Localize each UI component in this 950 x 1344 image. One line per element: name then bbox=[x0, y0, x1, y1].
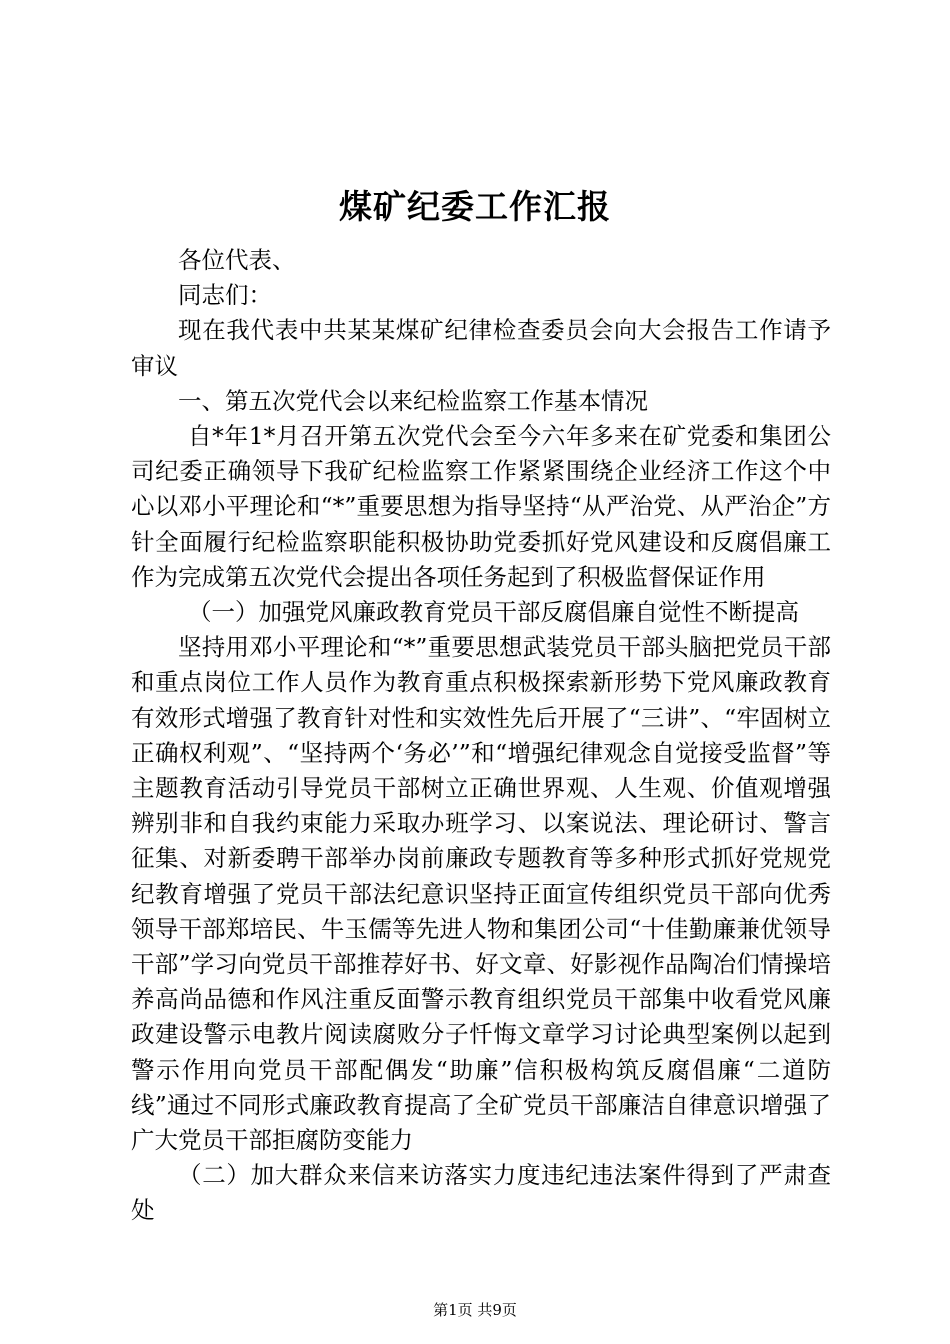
document-body bbox=[131, 243, 831, 1229]
subsection-heading-2: （二）加大群众来信来访落实力度违纪违法案件得到了严肃查处 bbox=[131, 1161, 831, 1225]
salutation-line-2: 同志们： bbox=[178, 281, 272, 310]
page-number-footer: 第1页 共9页 bbox=[433, 1301, 517, 1319]
subsection-heading-1: （一）加强党风廉政教育党员干部反腐倡廉自觉性不断提高 bbox=[188, 598, 799, 627]
subsection-1-paragraph: 坚持用邓小平理论和“*”重要思想武装党员干部头脑把党员干部和重点岗位工作人员作为教育重点积极探索新形势下党风廉政教育有效形式增强了教育针对性和实效性先后开展了“三讲”、“牢固树立正确权利观”、“坚持两个‘务必’”和“增强纪律观念自觉接受监督”等主题教育活动引导党员干部树立正确世界观、人生观、价值观增强辨别非和自我约束能力采取办班学习、以案说法、理论研讨、警言征集、对新委聘干部举办岗前廉政专题教育等多种形式抓好党规党纪教育增强了党员干部法纪意识坚持正面宣传组织党员干部向优秀领导干部郑培民、牛玉儒等先进人物和集团公司“十佳勤廉兼优领导干部”学习向党员干部推荐好书、好文章、好影视作品陶冶们情操培养高尚品德和作风注重反面警示教育组织党员干部集中收看党风廉政建设警示电教片阅读腐败分子忏悔文章学习讨论典型案例以起到警示作用向党员干部配偶发“助廉”信积极构筑反腐倡廉“二道防线”通过不同形式廉政教育提高了全矿党员干部廉洁自律意识增强了广大党员干部拒腐防变能力 bbox=[131, 633, 831, 1155]
intro-paragraph: 现在我代表中共某某煤矿纪律检查委员会向大会报告工作请予审议 bbox=[131, 316, 831, 380]
section-1-paragraph: 自*年1*月召开第五次党代会至今六年多来在矿党委和集团公司纪委正确领导下我矿纪检监察工作紧紧围绕企业经济工作这个中心以邓小平理论和“*”重要思想为指导坚持“从严治党、从严治企”方针全面履行纪检监察职能积极协助党委抓好党风建设和反腐倡廉工作为完成第五次党代会提出各项任务起到了积极监督保证作用 bbox=[131, 422, 831, 591]
section-heading-1: 一、第五次党代会以来纪检监察工作基本情况 bbox=[178, 386, 648, 415]
document-title: 煤矿纪委工作汇报 bbox=[339, 187, 611, 226]
salutation-line-1: 各位代表、 bbox=[178, 246, 296, 274]
